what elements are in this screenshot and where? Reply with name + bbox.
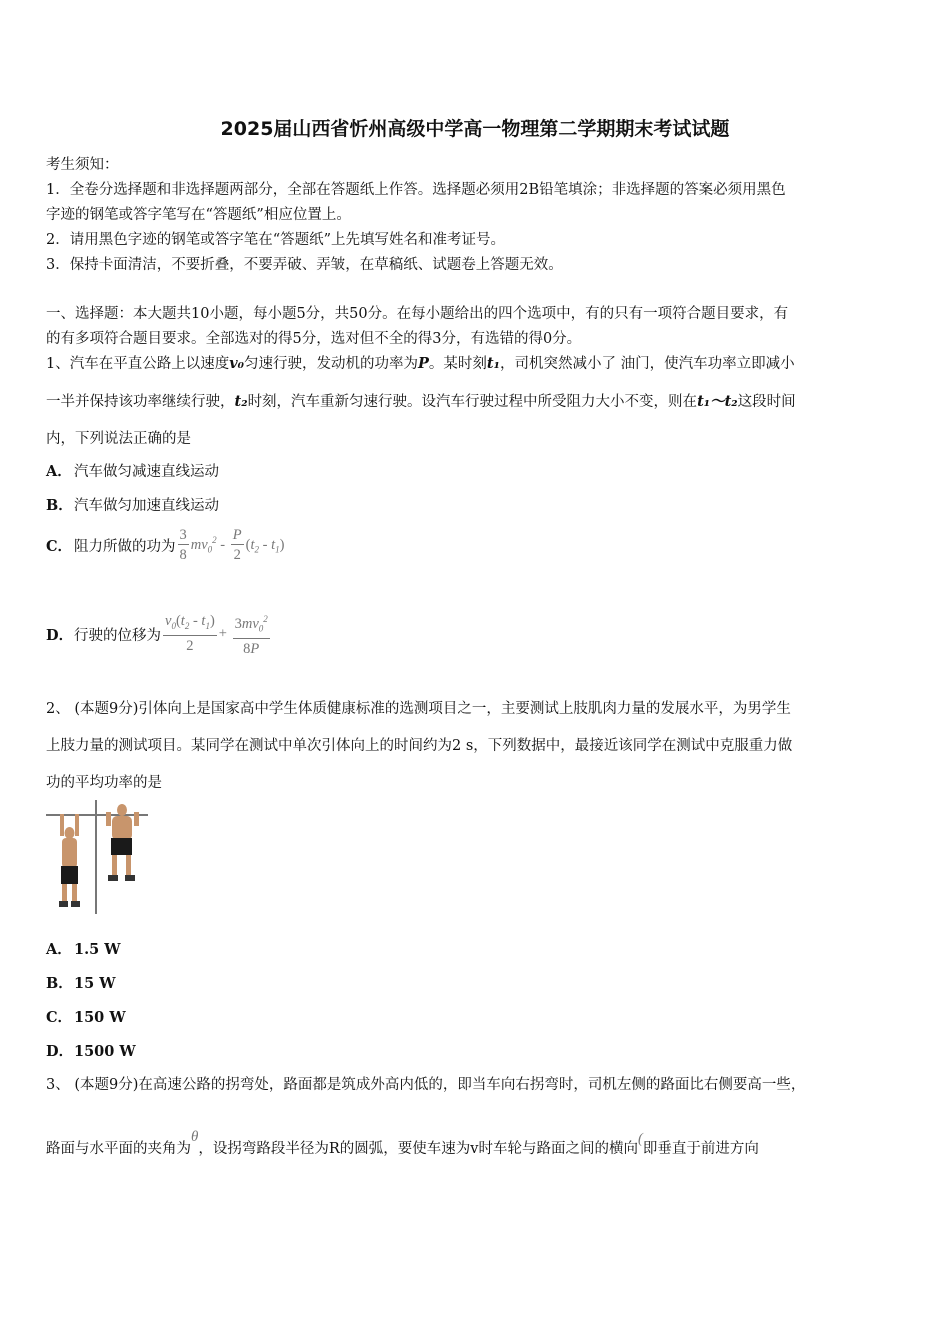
section-intro-1: 一、选择题：本大题共10小题，每小题5分，共50分。在每小题给出的四个选项中，有的只有一项符合题目要求，有: [46, 306, 789, 322]
q1-option-a-text: 汽车做匀减速直线运动: [74, 464, 219, 480]
q3-text-c: 即垂直于前进方向: [642, 1141, 759, 1157]
pull-up-figure: [46, 800, 150, 916]
q1-option-c-formula: $\frac{3}{8}$ $mv_0^2$ - $\frac{P}{2}$ $(t_2 - t_1)$: [179, 527, 285, 563]
q1-option-a[interactable]: [46, 460, 219, 481]
q2-option-d-text: 1500 W: [74, 1043, 136, 1060]
q2-option-b-label: B．: [46, 975, 73, 992]
q1-text-e: 一半并保持该功率继续行驶，: [46, 394, 235, 410]
q2-option-a[interactable]: [46, 938, 121, 959]
q1-line-2: [46, 390, 796, 411]
q1-option-d-formula: $\frac{v_0(t_2 - t_1)}{2}$ + $\frac{3mv_0^2}{8P}$: [161, 610, 272, 659]
q1-var-P: P: [418, 355, 429, 372]
page-title: 2025届山西省忻州高级中学高一物理第二学期期末考试试题: [220, 118, 730, 140]
q1-text-b: 匀速行驶，发动机的功率为: [244, 356, 419, 372]
notice-item-3: 3．保持卡面清洁，不要折叠，不要弄破、弄皱，在草稿纸、试题卷上答题无效。: [46, 257, 563, 273]
notice-item-1: 1．全卷分选择题和非选择题两部分，全部在答题纸上作答。选择题必须用2B铅笔填涂；非选择题的答案必须用黑色: [46, 182, 786, 198]
q1-var-v0: v₀: [229, 355, 245, 372]
q2-option-a-label: A．: [46, 941, 72, 958]
q2-option-d[interactable]: [46, 1040, 136, 1061]
section-intro-2: 的有多项符合题目要求。全部选对的得5分，选对但不全的得3分，有选错的得0分。: [46, 331, 582, 347]
q1-text-d: ，司机突然减小了 油门，使汽车功率立即减小: [499, 356, 795, 372]
q1-line-1: [46, 352, 795, 373]
q2-option-b[interactable]: [46, 972, 116, 993]
q2-option-d-label: D．: [46, 1043, 74, 1060]
q3-line-2: [46, 1129, 759, 1158]
q1-option-c-label: C．: [46, 538, 73, 555]
q2-line-1: 2、 (本题9分)引体向上是国家高中学生体质健康标准的选测项目之一，主要测试上肢肌肉力量的发展水平，为男学生: [46, 701, 791, 717]
q3-line-1: 3、 (本题9分)在高速公路的拐弯处，路面都是筑成外高内低的，即当车向右拐弯时，司机左侧的路面比右侧要高一些，: [46, 1077, 806, 1093]
q3-text-b: ，设拐弯路段半径为R的圆弧，要使车速为v时车轮与路面之间的横向: [198, 1141, 638, 1157]
notice-heading: 考生须知：: [46, 157, 119, 173]
q1-option-d[interactable]: [46, 610, 272, 659]
q1-var-range: t₁～t₂: [697, 393, 738, 410]
q1-option-b[interactable]: [46, 494, 219, 515]
q1-option-d-label: D．: [46, 626, 74, 644]
q2-option-a-text: 1.5 W: [74, 941, 121, 958]
q3-paren: (: [637, 1131, 643, 1147]
q1-line-3: 内，下列说法正确的是: [46, 431, 191, 447]
q1-text-f: 时刻，汽车重新匀速行驶。设汽车行驶过程中所受阻力大小不变，则在: [247, 394, 698, 410]
q2-option-b-text: 15 W: [74, 975, 116, 992]
q1-option-b-label: B．: [46, 497, 73, 514]
q1-var-t2: t₂: [234, 393, 248, 410]
notice-item-1-cont: 字迹的钢笔或答字笔写在“答题纸”相应位置上。: [46, 207, 351, 223]
q3-theta: θ: [191, 1129, 199, 1145]
q2-option-c-label: C．: [46, 1009, 73, 1026]
q1-text-g: 这段时间: [737, 394, 796, 410]
q2-option-c-text: 150 W: [74, 1009, 126, 1026]
q1-text-a: 1、汽车在平直公路上以速度: [46, 356, 230, 372]
q1-option-d-text: 行驶的位移为: [74, 627, 161, 644]
q1-var-t1: t₁: [486, 355, 500, 372]
q1-option-b-text: 汽车做匀加速直线运动: [74, 498, 219, 514]
q1-option-c[interactable]: [46, 526, 284, 565]
q2-option-c[interactable]: [46, 1006, 126, 1027]
q1-text-c: 。某时刻: [428, 356, 487, 372]
notice-item-2: 2．请用黑色字迹的钢笔或答字笔在“答题纸”上先填写姓名和准考证号。: [46, 232, 506, 248]
q1-option-c-text: 阻力所做的功为: [74, 539, 176, 555]
q3-text-a: 路面与水平面的夹角为: [46, 1141, 191, 1157]
q2-line-3: 功的平均功率的是: [46, 775, 162, 791]
q2-line-2: 上肢力量的测试项目。某同学在测试中单次引体向上的时间约为2 s，下列数据中，最接近该同学在测试中克服重力做: [46, 738, 793, 754]
q1-option-a-label: A．: [46, 463, 72, 480]
